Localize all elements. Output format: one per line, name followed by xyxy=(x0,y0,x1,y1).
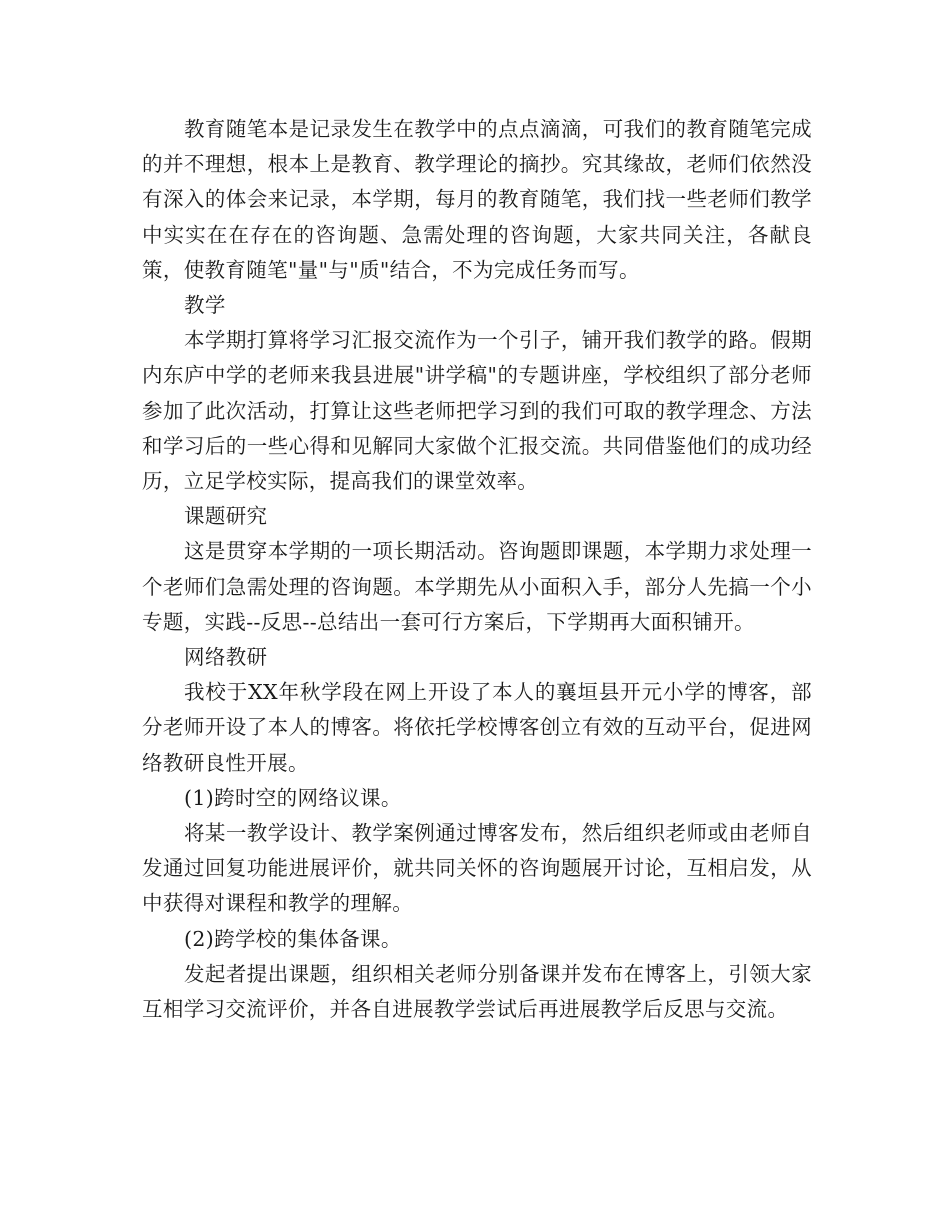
subheading-online-lesson: (1)跨时空的网络议课。 xyxy=(184,785,402,810)
paragraph-teaching: 本学期打算将学习汇报交流作为一个引子，铺开我们教学的路。假期内东庐中学的老师来我县进展"讲学稿"的专题讲座，学校组织了部分老师参加了此次活动，打算让这些老师把学习到的我们可取的教学理念、方法和学习后的一些心得和见解同大家做个汇报交流。共同借鉴他们的成功经历，立足学校实际，提高我们的课堂效率。 xyxy=(142,328,812,494)
paragraph-online-research: 我校于XX年秋学段在网上开设了本人的襄垣县开元小学的博客，部分老师开设了本人的博客。将依托学校博客创立有效的互动平台，促进网络教研良性开展。 xyxy=(142,680,812,775)
heading-online-research: 网络教研 xyxy=(184,645,268,670)
paragraph-online-lesson: 将某一教学设计、教学案例通过博客发布，然后组织老师或由老师自发通过回复功能进展评价，就共同关怀的咨询题展开讨论，互相启发，从中获得对课程和教学的理解。 xyxy=(142,821,812,916)
heading-research: 课题研究 xyxy=(184,504,268,529)
paragraph-collective-prep: 发起者提出课题，组织相关老师分别备课并发布在博客上，引领大家互相学习交流评价，并各自进展教学尝试后再进展教学后反思与交流。 xyxy=(142,961,812,1022)
document-body xyxy=(142,112,812,1027)
heading-teaching: 教学 xyxy=(184,293,226,318)
paragraph-research: 这是贯穿本学期的一项长期活动。咨询题即课题，本学期力求处理一个老师们急需处理的咨询题。本学期先从小面积入手，部分人先搞一个小专题，实践--反思--总结出一套可行方案后，下学期再大面积铺开。 xyxy=(142,539,812,634)
subheading-collective-prep: (2)跨学校的集体备课。 xyxy=(184,926,402,951)
paragraph-essay: 教育随笔本是记录发生在教学中的点点滴滴，可我们的教育随笔完成的并不理想，根本上是教育、教学理论的摘抄。究其缘故，老师们依然没有深入的体会来记录，本学期，每月的教育随笔，我们找一些老师们教学中实实在在存在的咨询题、急需处理的咨询题，大家共同关注，各献良策，使教育随笔"量"与"质"结合，不为完成任务而写。 xyxy=(142,117,812,282)
